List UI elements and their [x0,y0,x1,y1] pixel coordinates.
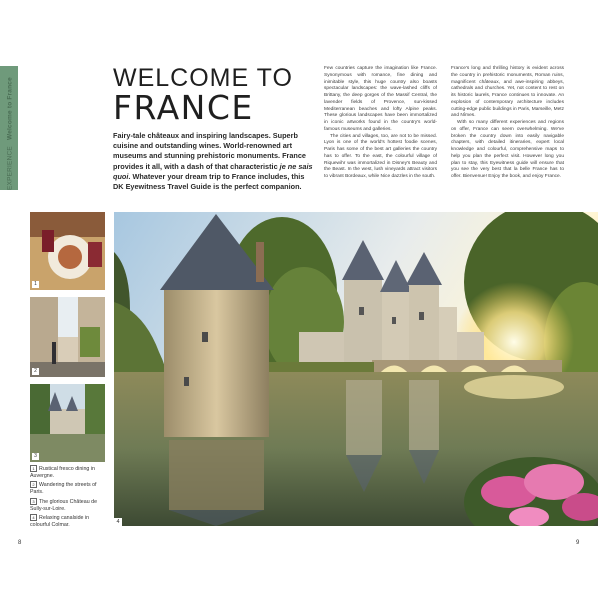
caption-item [30,498,108,513]
caption-number: 4 [30,514,37,521]
page-number-right: 9 [576,540,580,546]
intro-text-b: . Whatever your dream trip to France includes, this DK Eyewitness Travel Guide is the perfect companion. [113,171,305,192]
body-paragraph: The cities and villages, too, are not to be missed. Lyon is one of the world's hottest foodie scenes, Paris has some of the best art galleries the country has to offer. To the east, the colourful village of Riquewihr was immortalized in Disney's Beauty and the Beast. In the west, lush vineyards attract visitors to vibrant Bordeaux, while Nice dazzles in the south. [324,133,437,179]
caption-number: 1 [30,465,37,472]
caption-number: 2 [30,481,37,488]
caption-text: Rustical fresco dining in Auvergne. [30,465,95,480]
body-column-1 [324,66,437,181]
section-tab-label [0,70,20,190]
title-line-2: FRANCE [113,88,254,127]
photo-number: 3 [32,453,39,460]
photo-chateau-small [30,384,105,462]
intro-text-a: Fairy-tale châteaux and inspiring landscapes. Superb cuisine and outstanding wines. World-renowned art museums and stunning prehistoric monuments. France provides it all, with a dash of that characteristic [113,131,306,171]
body-paragraph: With so many different experiences and regions on offer, France can seem overwhelming. We've broken the country down into easily navigable chapters, with detailed itineraries, expert local knowledge and colourful, comprehensive maps to help you plan the perfect visit. However long you plan to stay, this Eyewitness guide will ensure that you see the very best that la belle France has to offer. Bienvenue! Enjoy the book, and enjoy France. [451,120,564,179]
caption-text: Wandering the streets of Paris. [30,482,97,496]
photo-fresco-dining [30,212,105,290]
caption-item [30,465,108,480]
caption-text: Relaxing canalside in colourful Colmar. [30,514,90,529]
photo-paris-streets [30,297,105,377]
intro-paragraph [113,131,313,192]
caption-item [30,514,108,529]
page-number-left: 8 [18,540,22,546]
title-line-1: WELCOME TO [113,64,293,92]
body-column-2 [451,66,564,181]
caption-text: The glorious Château de Sully-sur-Loire. [30,498,98,512]
photo-captions [30,465,108,530]
chateau-photo [114,212,598,526]
caption-item [30,481,108,496]
section-topic: Welcome to France [6,77,14,141]
body-paragraph: Few countries capture the imagination like France. Synonymous with romance, fine dining and inimitable style, this huge country also boasts spectacular landscapes: the wave-lashed cliffs of Brittany, the deep gorges of the Massif Central, the lavender fields of Provence, sun-kissed Mediterranean beaches and lofty Alpine peaks. These glorious landscapes have been immortalized in iconic artworks found in the country's world-famous museums and galleries. [324,66,437,132]
intro-italic: je ne sais quoi [113,161,313,181]
photo-number: 1 [32,281,39,288]
caption-number: 3 [30,498,37,505]
body-paragraph: France's long and thrilling history is evident across the country in prehistoric monuments, Roman ruins, magnificent châteaux, and awe-inspiring abbeys, cathedrals and churches. Yet, not content to rest on its historic laurels, France continues to innovate. An explosion of contemporary architecture includes cutting-edge public buildings in Paris, Marseille, Metz and Nîmes. [451,66,564,119]
photo-number: 2 [32,368,39,375]
photo-number: 4 [114,518,122,526]
section-name: EXPERIENCE [6,146,14,190]
